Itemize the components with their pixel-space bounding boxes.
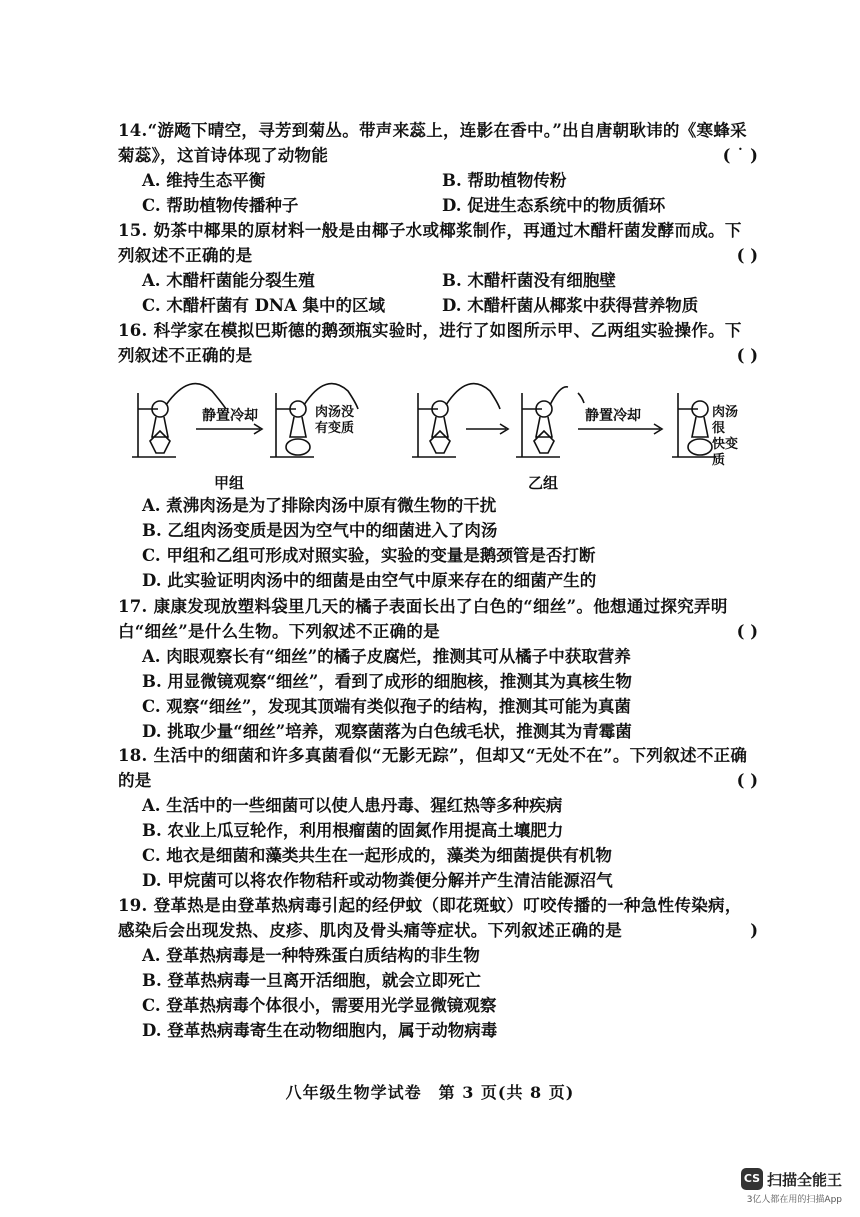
- cs-logo-icon: CS: [741, 1168, 763, 1190]
- question-stem: 18. 生活中的细菌和许多真菌看似“无影无踪”，但却又“无处不在”。下列叙述不正确的是: [118, 746, 748, 790]
- option-a: A. 肉眼观察长有“细丝”的橘子皮腐烂，推测其可从橘子中获取营养: [142, 647, 631, 666]
- option-a: A. 生活中的一些细菌可以使人患丹毒、猩红热等多种疾病: [142, 796, 563, 815]
- question-19: [118, 893, 758, 1043]
- option-d: D. 促进生态系统中的物质循环: [442, 196, 666, 215]
- question-16: [118, 318, 758, 368]
- option-c: C. 帮助植物传播种子: [142, 196, 299, 215]
- arrow-label-1: 静置冷却: [202, 408, 258, 424]
- question-stem: 17. 康康发现放塑料袋里几天的橘子表面长出了白色的“细丝”。他想通过探究弄明白“细丝”是什么生物。下列叙述不正确的是: [118, 597, 728, 641]
- option-b: B. 农业上瓜豆轮作，利用根瘤菌的固氮作用提高土壤肥力: [142, 821, 564, 840]
- option-a: A. 木醋杆菌能分裂生殖: [142, 271, 315, 290]
- option-d: D. 此实验证明肉汤中的细菌是由空气中原来存在的细菌产生的: [142, 571, 597, 590]
- question-stem: 15. 奶茶中椰果的原材料一般是由椰子水或椰浆制作，再通过木醋杆菌发酵而成。下列叙述不正确的是: [118, 221, 742, 265]
- result-line: 有变质: [315, 421, 355, 436]
- option-b: B. 登革热病毒一旦离开活细胞，就会立即死亡: [142, 971, 481, 990]
- question-14: [118, 118, 758, 218]
- option-b: B. 帮助植物传粉: [442, 171, 567, 190]
- question-17: [118, 594, 758, 744]
- question-stem: 19. 登革热是由登革热病毒引起的经伊蚊（即花斑蚊）叮咬传播的一种急性传染病，感染后会出现发热、皮疹、肌肉及骨头痛等症状。下列叙述正确的是: [118, 896, 742, 940]
- result-label-1: [315, 405, 354, 437]
- question-15: [118, 218, 758, 318]
- option-c: C. 观察“细丝”，发现其顶端有类似孢子的结构，推测其可能为真菌: [142, 697, 631, 716]
- option-c: C. 地衣是细菌和藻类共生在一起形成的，藻类为细菌提供有机物: [142, 846, 612, 865]
- answer-bracket: ): [750, 921, 758, 940]
- result-line: 肉汤没: [315, 405, 355, 420]
- scanner-watermark: [741, 1167, 842, 1205]
- answer-bracket: ( ): [736, 622, 758, 641]
- option-b: B. 用显微镜观察“细丝”，看到了成形的细胞核，推测其为真核生物: [142, 672, 632, 691]
- result-label-2: [712, 405, 750, 469]
- option-c: C. 木醋杆菌有 DNA 集中的区域: [142, 296, 386, 315]
- option-b: B. 木醋杆菌没有细胞壁: [442, 271, 616, 290]
- arrow-label-2: 静置冷却: [585, 408, 641, 424]
- scanner-logo: [741, 1168, 842, 1190]
- scanner-app-name: 扫描全能王: [766, 1170, 842, 1189]
- option-d: D. 甲烷菌可以将农作物秸秆或动物粪便分解并产生清洁能源沼气: [142, 871, 613, 890]
- option-a: A. 维持生态平衡: [142, 171, 266, 190]
- gooseneck-flask-diagram: [130, 375, 750, 495]
- question-stem: 14.“游飏下晴空，寻芳到菊丛。带声来蕊上，连影在香中。”出自唐朝耿讳的《寒蜂采菊蕊》，这首诗体现了动物能: [118, 121, 747, 165]
- option-d: D. 挑取少量“细丝”培养，观察菌落为白色绒毛状，推测其为青霉菌: [142, 722, 632, 741]
- answer-bracket: ( ): [736, 771, 758, 790]
- result-line: 肉汤很: [712, 405, 739, 436]
- answer-bracket: ( ): [736, 346, 758, 365]
- answer-bracket: ( ˙ ): [722, 146, 758, 165]
- group-label-jia: 甲组: [214, 474, 245, 492]
- option-c: C. 登革热病毒个体很小，需要用光学显微镜观察: [142, 996, 497, 1015]
- question-16-options: [118, 493, 758, 593]
- option-b: B. 乙组肉汤变质是因为空气中的细菌进入了肉汤: [142, 521, 498, 540]
- option-a: A. 煮沸肉汤是为了排除肉汤中原有微生物的干扰: [142, 496, 497, 515]
- scanner-tagline: 3亿人都在用的扫描App: [746, 1195, 842, 1205]
- page-footer: 八年级生物学试卷 第 3 页(共 8 页): [285, 1083, 575, 1102]
- question-18: [118, 743, 758, 893]
- option-c: C. 甲组和乙组可形成对照实验，实验的变量是鹅颈管是否打断: [142, 546, 596, 565]
- result-line: 快变质: [712, 437, 739, 468]
- option-a: A. 登革热病毒是一种特殊蛋白质结构的非生物: [142, 946, 480, 965]
- question-stem: 16. 科学家在模拟巴斯德的鹅颈瓶实验时，进行了如图所示甲、乙两组实验操作。下列叙述不正确的是: [118, 321, 742, 365]
- option-d: D. 登革热病毒寄生在动物细胞内，属于动物病毒: [142, 1021, 498, 1040]
- answer-bracket: ( ): [736, 246, 758, 265]
- group-label-yi: 乙组: [528, 474, 559, 492]
- option-d: D. 木醋杆菌从椰浆中获得营养物质: [442, 296, 699, 315]
